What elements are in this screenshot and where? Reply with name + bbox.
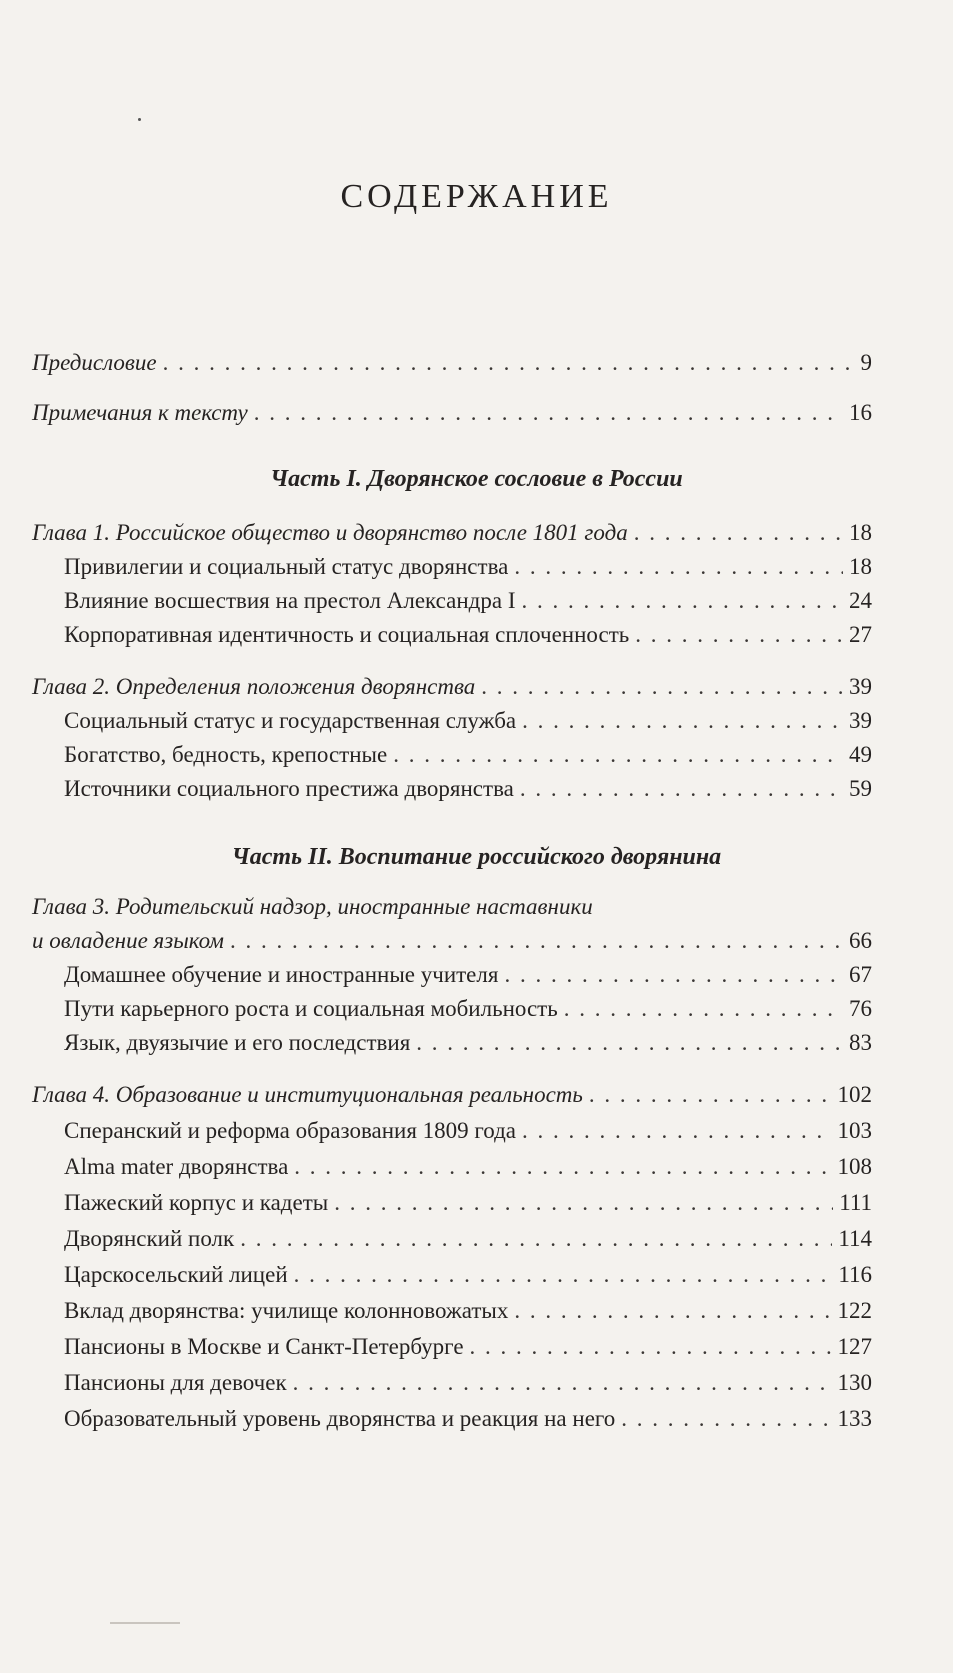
leader-dots: [393, 738, 843, 772]
chapter-page: 18: [849, 520, 872, 545]
toc-section[interactable]: [64, 772, 872, 806]
chapter-page: 66: [849, 928, 872, 953]
leader-dots: [240, 1222, 832, 1256]
section-page: 24: [849, 588, 872, 613]
toc-chapter-3[interactable]: [32, 924, 872, 958]
section-label: Корпоративная идентичность и социальная сплоченность: [64, 622, 630, 647]
section-label: Пансионы в Москве и Санкт-Петербурге: [64, 1334, 464, 1359]
toc-chapter-2[interactable]: [32, 670, 872, 704]
chapter-label: и овладение языком: [32, 928, 224, 953]
toc-chapter-4[interactable]: [32, 1078, 872, 1112]
leader-dots: [514, 550, 843, 584]
toc-section[interactable]: [64, 1330, 872, 1364]
leader-dots: [634, 516, 843, 550]
section-page: 27: [849, 622, 872, 647]
part-heading: Часть I. Дворянское сословие в России: [270, 466, 683, 492]
section-page: 39: [849, 708, 872, 733]
toc-section[interactable]: [64, 738, 872, 772]
leader-dots: [294, 1258, 833, 1292]
chapter-page: 102: [837, 1082, 872, 1107]
chapter-label: Глава 1. Российское общество и дворянство после 1801 года: [32, 520, 628, 545]
toc-section[interactable]: [64, 1402, 872, 1436]
page-title: СОДЕРЖАНИЕ: [340, 178, 613, 215]
entry-page: 9: [860, 350, 872, 375]
section-label: Домашнее обучение и иностранные учителя: [64, 962, 499, 987]
toc-section[interactable]: [64, 618, 872, 652]
section-page: 116: [838, 1262, 872, 1287]
chapter-page: 39: [849, 674, 872, 699]
section-label: Пути карьерного роста и социальная мобильность: [64, 996, 558, 1021]
toc-section[interactable]: [64, 550, 872, 584]
section-label: Пансионы для девочек: [64, 1370, 287, 1395]
section-page: 127: [837, 1334, 872, 1359]
entry-label: Предисловие: [32, 350, 157, 375]
section-page: 67: [849, 962, 872, 987]
section-label: Социальный статус и государственная служба: [64, 708, 517, 733]
leader-dots: [254, 396, 843, 430]
toc-section[interactable]: [64, 1150, 872, 1184]
chapter-label: Глава 2. Определения положения дворянства: [32, 674, 476, 699]
leader-dots: [621, 1402, 831, 1436]
section-label: Влияние восшествия на престол Александра I: [64, 588, 516, 613]
section-label: Язык, двуязычие и его последствия: [64, 1030, 411, 1055]
entry-label: Примечания к тексту: [32, 400, 248, 425]
leader-dots: [522, 1114, 831, 1148]
leader-dots: [470, 1330, 832, 1364]
leader-dots: [589, 1078, 832, 1112]
leader-dots: [564, 992, 843, 1026]
section-label: Вклад дворянства: училище колонновожатых: [64, 1298, 509, 1323]
toc-section[interactable]: [64, 1026, 872, 1060]
leader-dots: [504, 958, 843, 992]
leader-dots: [334, 1186, 833, 1220]
toc-section[interactable]: [64, 1114, 872, 1148]
section-page: 114: [838, 1226, 872, 1251]
leader-dots: [293, 1366, 832, 1400]
leader-dots: [416, 1026, 843, 1060]
part-heading: Часть II. Воспитание российского дворянина: [231, 844, 722, 870]
toc-section[interactable]: [64, 1258, 872, 1292]
section-label: Образовательный уровень дворянства и реакция на него: [64, 1406, 616, 1431]
leader-dots: [514, 1294, 831, 1328]
leader-dots: [481, 670, 843, 704]
section-page: 111: [839, 1190, 872, 1215]
toc-section[interactable]: [64, 1222, 872, 1256]
toc-section[interactable]: [64, 1366, 872, 1400]
toc-chapter-1[interactable]: [32, 516, 872, 550]
toc-entry-preface[interactable]: [32, 346, 872, 380]
toc-section[interactable]: [64, 584, 872, 618]
section-label: Дворянский полк: [64, 1226, 235, 1251]
paper-smudge: [110, 1622, 180, 1624]
section-label: Источники социального престижа дворянства: [64, 776, 514, 801]
section-label: Привилегии и социальный статус дворянства: [64, 554, 509, 579]
leader-dots: [520, 772, 843, 806]
leader-dots: [635, 618, 843, 652]
toc-section[interactable]: [64, 704, 872, 738]
section-page: 122: [837, 1298, 872, 1323]
section-page: 18: [849, 554, 872, 579]
chapter-3-label-line1[interactable]: Глава 3. Родительский надзор, иностранные наставники: [32, 894, 593, 919]
toc-section[interactable]: [64, 1186, 872, 1220]
leader-dots: [230, 924, 843, 958]
section-page: 133: [837, 1406, 872, 1431]
section-label: Сперанский и реформа образования 1809 года: [64, 1118, 517, 1143]
leader-dots: [163, 346, 855, 380]
entry-page: 16: [849, 400, 872, 425]
toc-section[interactable]: [64, 1294, 872, 1328]
section-page: 49: [849, 742, 872, 767]
section-page: 83: [849, 1030, 872, 1055]
chapter-label: Глава 4. Образование и институциональная реальность: [32, 1082, 583, 1107]
leader-dots: [521, 584, 843, 618]
section-label: Пажеский корпус и кадеты: [64, 1190, 329, 1215]
section-label: Alma mater дворянства: [64, 1154, 289, 1179]
toc-section[interactable]: [64, 992, 872, 1026]
leader-dots: [522, 704, 843, 738]
leader-dots: [294, 1150, 831, 1184]
margin-dot: [138, 118, 141, 121]
section-page: 59: [849, 776, 872, 801]
section-page: 108: [837, 1154, 872, 1179]
section-page: 103: [837, 1118, 872, 1143]
toc-section[interactable]: [64, 958, 872, 992]
section-label: Богатство, бедность, крепостные: [64, 742, 388, 767]
toc-entry-notes[interactable]: [32, 396, 872, 430]
section-page: 76: [849, 996, 872, 1021]
section-page: 130: [837, 1370, 872, 1395]
section-label: Царскосельский лицей: [64, 1262, 288, 1287]
